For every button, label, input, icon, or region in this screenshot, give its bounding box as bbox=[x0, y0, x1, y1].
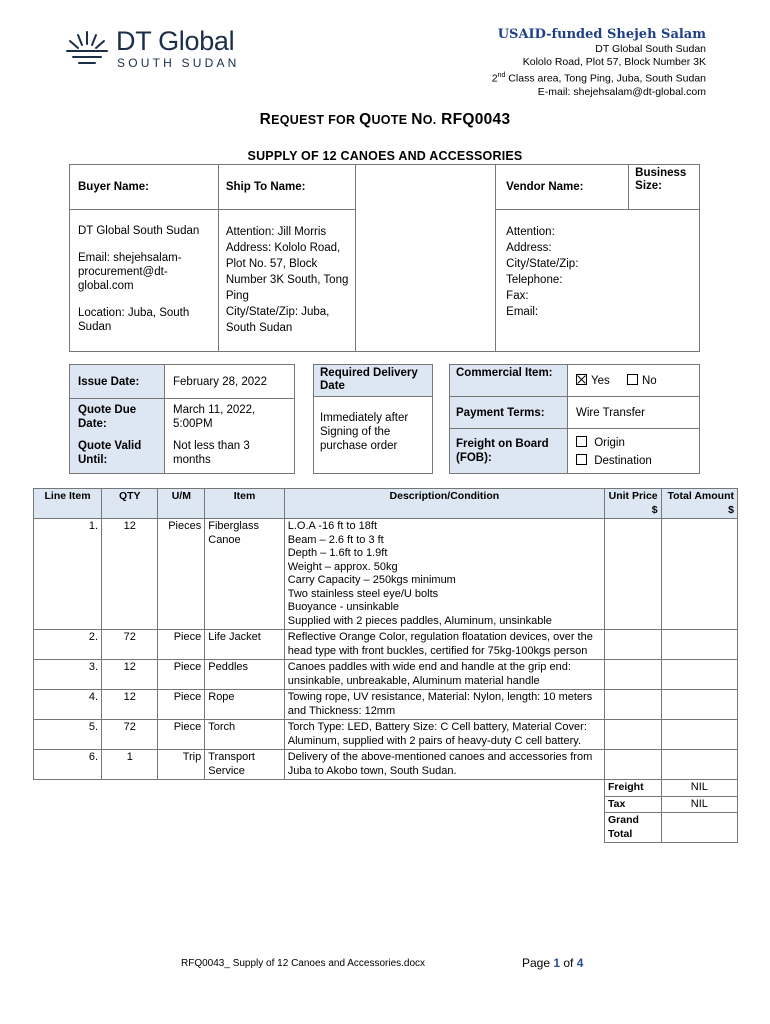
vendor-email: Email: bbox=[506, 306, 539, 318]
item-name: Rope bbox=[205, 690, 284, 720]
ship-to-label: Ship To Name: bbox=[218, 165, 356, 210]
blank-cell bbox=[356, 210, 496, 352]
col-qty: QTY bbox=[102, 489, 158, 519]
item-description bbox=[284, 750, 604, 780]
item-name: Fiberglass Canoe bbox=[205, 519, 284, 630]
line-number: 6. bbox=[34, 750, 102, 780]
unit-of-measure: Trip bbox=[158, 750, 205, 780]
delivery-table bbox=[313, 364, 433, 474]
item-description bbox=[284, 660, 604, 690]
line-number: 4. bbox=[34, 690, 102, 720]
vendor-fax: Fax: bbox=[506, 290, 529, 302]
item-description bbox=[284, 630, 604, 660]
ship-to-details bbox=[218, 210, 356, 352]
footer-page-number: Page 1 of 4 bbox=[522, 956, 584, 970]
payment-terms-label: Payment Terms: bbox=[450, 397, 568, 429]
quote-valid-label: Quote Valid Until: bbox=[70, 437, 165, 474]
unit-of-measure: Piece bbox=[158, 630, 205, 660]
col-item: Item bbox=[205, 489, 284, 519]
blank-cell bbox=[356, 165, 496, 210]
line-number: 5. bbox=[34, 720, 102, 750]
document-title: REQUEST FOR QUOTE NO. RFQ0043 bbox=[259, 111, 511, 128]
item-name: Life Jacket bbox=[205, 630, 284, 660]
address-line-2: 2nd Class area, Tong Ping, Juba, South Sudan bbox=[491, 72, 706, 85]
totals-spacer bbox=[34, 780, 605, 797]
quantity: 72 bbox=[102, 630, 158, 660]
dt-global-logo bbox=[64, 26, 254, 76]
table-row bbox=[34, 630, 738, 660]
totals-value: NIL bbox=[661, 796, 737, 813]
total-amount-cell bbox=[661, 690, 737, 720]
vendor-details bbox=[496, 210, 700, 352]
quantity: 12 bbox=[102, 690, 158, 720]
ship-attention: Attention: Jill Morris bbox=[225, 226, 327, 238]
no-checkbox[interactable] bbox=[627, 374, 638, 385]
total-amount-cell bbox=[661, 519, 737, 630]
line-number: 3. bbox=[34, 660, 102, 690]
unit-of-measure: Piece bbox=[158, 660, 205, 690]
delivery-date-value: Immediately after Signing of the purchase order bbox=[314, 397, 433, 474]
document-subtitle: SUPPLY OF 12 CANOES AND ACCESSORIES bbox=[247, 149, 523, 163]
item-description bbox=[284, 690, 604, 720]
issue-date-label: Issue Date: bbox=[70, 365, 165, 399]
program-name: USAID-funded Shejeh Salam bbox=[497, 27, 706, 42]
commercial-item-label: Commercial Item: bbox=[450, 365, 568, 397]
vendor-address: Address: bbox=[506, 242, 552, 254]
description-line: Reflective Orange Color, regulation floatation devices, over the head type with front buckles, certified for 75kg-100kgs person bbox=[287, 631, 593, 657]
totals-row bbox=[34, 796, 738, 813]
vendor-city: City/State/Zip: bbox=[506, 258, 579, 270]
sunrise-logo-icon bbox=[64, 28, 110, 70]
description-line: Two stainless steel eye/U bolts bbox=[287, 587, 439, 600]
payment-terms-value: Wire Transfer bbox=[568, 397, 700, 429]
total-amount-cell bbox=[661, 750, 737, 780]
totals-value: NIL bbox=[661, 780, 737, 797]
col-unit-price: Unit Price $ bbox=[604, 489, 661, 519]
business-size-label: Business Size: bbox=[629, 165, 700, 210]
table-row bbox=[34, 690, 738, 720]
quantity: 72 bbox=[102, 720, 158, 750]
address-line-1: Kololo Road, Plot 57, Block Number 3K bbox=[522, 56, 706, 68]
logo-name: DT Global bbox=[116, 26, 235, 56]
totals-spacer bbox=[34, 796, 605, 813]
unit-of-measure: Pieces bbox=[158, 519, 205, 630]
party-table bbox=[69, 164, 700, 352]
totals-row bbox=[34, 813, 738, 843]
col-description: Description/Condition bbox=[284, 489, 604, 519]
buyer-location: Location: Juba, South Sudan bbox=[78, 307, 190, 333]
unit-of-measure: Piece bbox=[158, 720, 205, 750]
description-line: Carry Capacity – 250kgs minimum bbox=[287, 574, 456, 586]
fob-label: Freight on Board (FOB): bbox=[450, 429, 568, 474]
unit-price-cell bbox=[604, 660, 661, 690]
totals-label: Grand Total bbox=[604, 813, 661, 843]
totals-label: Freight bbox=[604, 780, 661, 797]
table-row bbox=[34, 750, 738, 780]
line-items-table bbox=[33, 488, 738, 843]
buyer-label: Buyer Name: bbox=[70, 165, 219, 210]
description-line: Beam – 2.6 ft to 3 ft bbox=[287, 533, 384, 546]
description-line: Weight – approx. 50kg bbox=[287, 560, 398, 573]
yes-checkbox[interactable] bbox=[576, 374, 587, 385]
description-line: Towing rope, UV resistance, Material: Nylon, length: 10 meters and Thickness: 12mm bbox=[287, 691, 593, 717]
unit-price-cell bbox=[604, 750, 661, 780]
table-row bbox=[34, 519, 738, 630]
line-number: 2. bbox=[34, 630, 102, 660]
line-number: 1. bbox=[34, 519, 102, 630]
description-line: Buoyance - unsinkable bbox=[287, 601, 400, 613]
footer-filename: RFQ0043_ Supply of 12 Canoes and Accessories.docx bbox=[181, 958, 426, 969]
quantity: 1 bbox=[102, 750, 158, 780]
totals-label: Tax bbox=[604, 796, 661, 813]
col-line-item: Line Item bbox=[34, 489, 102, 519]
unit-price-cell bbox=[604, 690, 661, 720]
destination-checkbox[interactable] bbox=[576, 454, 587, 465]
description-line: Depth – 1.6ft to 1.9ft bbox=[287, 547, 388, 559]
col-total-amount: Total Amount $ bbox=[661, 489, 737, 519]
item-name: Torch bbox=[205, 720, 284, 750]
logo-subtitle: SOUTH SUDAN bbox=[117, 56, 240, 70]
ship-city: City/State/Zip: Juba, South Sudan bbox=[225, 306, 330, 334]
totals-value bbox=[661, 813, 737, 843]
issue-date-value: February 28, 2022 bbox=[165, 365, 295, 399]
description-line: Canoes paddles with wide end and handle at the grip end: unsinkable, unbreakable, Aluminum material handle bbox=[287, 661, 571, 687]
item-name: Peddles bbox=[205, 660, 284, 690]
description-line: Supplied with 2 pieces paddles, Aluminum, unsinkable bbox=[287, 614, 552, 627]
totals-spacer bbox=[34, 813, 605, 843]
totals-row bbox=[34, 780, 738, 797]
item-description bbox=[284, 519, 604, 630]
quote-due-value: March 11, 2022, 5:00PM bbox=[165, 399, 295, 437]
buyer-details bbox=[70, 210, 219, 352]
vendor-telephone: Telephone: bbox=[506, 274, 563, 286]
org-name: DT Global South Sudan bbox=[595, 43, 706, 55]
total-amount-cell bbox=[661, 660, 737, 690]
header-address-block bbox=[492, 28, 706, 99]
unit-of-measure: Piece bbox=[158, 690, 205, 720]
quantity: 12 bbox=[102, 519, 158, 630]
unit-price-cell bbox=[604, 630, 661, 660]
terms-table bbox=[449, 364, 700, 474]
item-description bbox=[284, 720, 604, 750]
total-amount-cell bbox=[661, 720, 737, 750]
origin-checkbox[interactable] bbox=[576, 436, 587, 447]
quote-due-label: Quote Due Date: bbox=[70, 399, 165, 437]
item-name: Transport Service bbox=[205, 750, 284, 780]
dates-table bbox=[69, 364, 295, 474]
table-row bbox=[34, 660, 738, 690]
table-row bbox=[34, 720, 738, 750]
fob-options: Origin Destination bbox=[568, 429, 700, 474]
description-line: Torch Type: LED, Battery Size: C Cell battery, Material Cover: Aluminum, supplied with 2 pairs of heavy-duty C cell battery. bbox=[287, 721, 587, 747]
buyer-name: DT Global South Sudan bbox=[78, 225, 200, 237]
vendor-label: Vendor Name: bbox=[496, 165, 629, 210]
unit-price-cell bbox=[604, 720, 661, 750]
unit-price-cell bbox=[604, 519, 661, 630]
description-line: L.O.A -16 ft to 18ft bbox=[287, 520, 378, 532]
delivery-date-label: Required Delivery Date bbox=[314, 365, 433, 397]
quote-valid-value: Not less than 3 months bbox=[165, 437, 295, 474]
vendor-attention: Attention: bbox=[506, 226, 555, 238]
commercial-item-options: Yes No bbox=[568, 365, 700, 397]
quantity: 12 bbox=[102, 660, 158, 690]
ship-address: Address: Kololo Road, Plot No. 57, Block Number 3K South, Tong Ping bbox=[225, 242, 349, 302]
col-um: U/M bbox=[158, 489, 205, 519]
description-line: Delivery of the above-mentioned canoes and accessories from Juba to Akobo town, South Sudan. bbox=[287, 751, 593, 777]
total-amount-cell bbox=[661, 630, 737, 660]
header-email: E-mail: shejehsalam@dt-global.com bbox=[537, 85, 706, 98]
buyer-email: Email: shejehsalam-procurement@dt-global.com bbox=[78, 252, 182, 292]
